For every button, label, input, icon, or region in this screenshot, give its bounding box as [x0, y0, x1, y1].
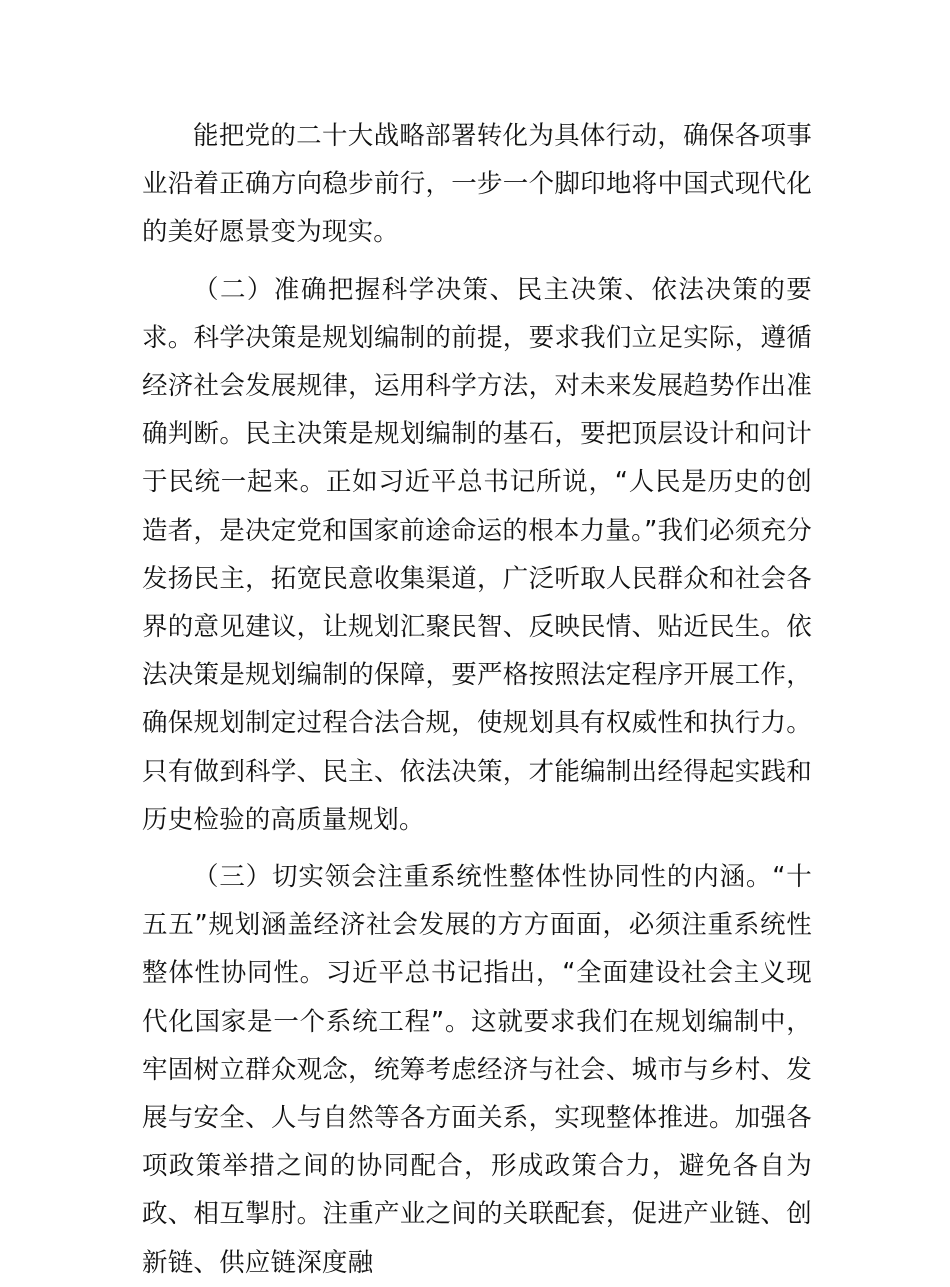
paragraph-section-two: （二）准确把握科学决策、民主决策、依法决策的要求。科学决策是规划编制的前提，要求我们立足实际，遵循经济社会发展规律，运用科学方法，对未来发展趋势作出准确判断。民主决策是规划编制的基石，要把顶层设计和问计于民统一起来。正如习近平总书记所说，“人民是历史的创造者，是决定党和国家前途命运的根本力量。”我们必须充分发扬民主，拓宽民意收集渠道，广泛听取人民群众和社会各界的意见建议，让规划汇聚民智、反映民情、贴近民生。依法决策是规划编制的保障，要严格按照法定程序开展工作，确保规划制定过程合法合规，使规划具有权威性和执行力。只有做到科学、民主、依法决策，才能编制出经得起实践和历史检验的高质量规划。: [142, 274, 812, 835]
document-body: [142, 112, 812, 1287]
paragraph-continuation: 能把党的二十大战略部署转化为具体行动，确保各项事业沿着正确方向稳步前行，一步一个脚印地将中国式现代化的美好愿景变为现实。: [142, 121, 812, 248]
paragraph-section-three: （三）切实领会注重系统性整体性协同性的内涵。“十五五”规划涵盖经济社会发展的方方面面，必须注重系统性整体性协同性。习近平总书记指出，“全面建设社会主义现代化国家是一个系统工程”。这就要求我们在规划编制中，牢固树立群众观念，统筹考虑经济与社会、城市与乡村、发展与安全、人与自然等各方面关系，实现整体推进。加强各项政策举措之间的协同配合，形成政策合力，避免各自为政、相互掣肘。注重产业之间的关联配套，促进产业链、创新链、供应链深度融: [142, 862, 812, 1278]
